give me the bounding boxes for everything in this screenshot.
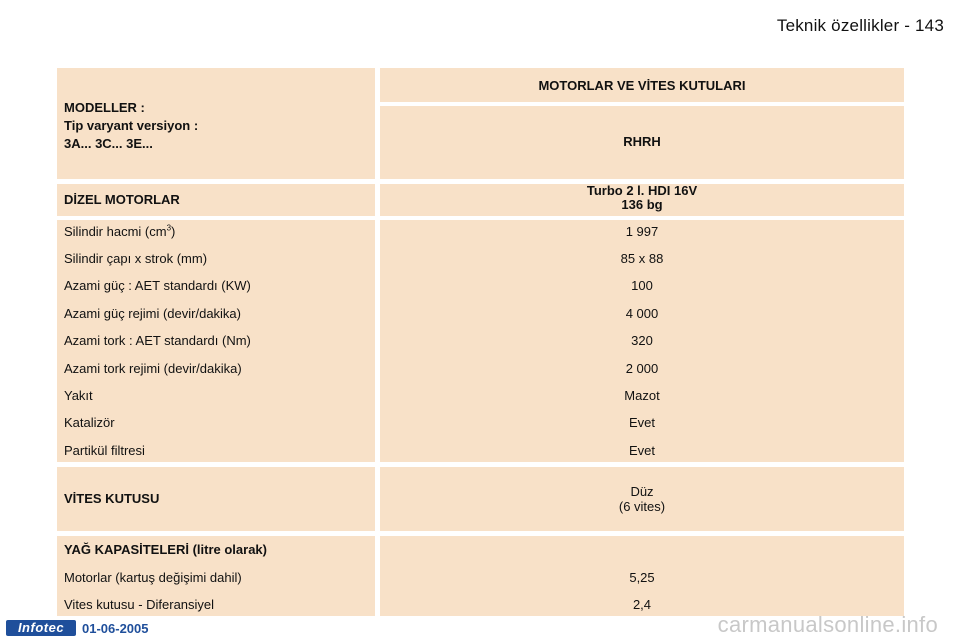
spec-label-particle-filter: Partikül filtresi xyxy=(64,443,145,458)
gearbox-row xyxy=(57,467,904,531)
specs-label-cell xyxy=(57,220,375,462)
footer xyxy=(6,619,149,637)
spec-value-max-power-rpm: 4 000 xyxy=(625,306,659,321)
watermark: carmanualsonline.info xyxy=(717,612,938,637)
spec-value-max-torque-rpm: 2 000 xyxy=(625,361,659,376)
gearbox-value-cell xyxy=(380,467,904,531)
spec-label-catalyst: Katalizör xyxy=(64,415,115,430)
engine-name-line1: Turbo 2 l. HDI 16V xyxy=(586,183,698,198)
specs-block xyxy=(57,220,904,462)
gearbox-value-line1: Düz xyxy=(630,484,654,499)
spec-value-particle-filter: Evet xyxy=(628,443,655,458)
variant-code: RHRH xyxy=(623,134,661,149)
infotec-logo: Infotec xyxy=(6,620,76,636)
spec-value-bore-stroke: 85 x 88 xyxy=(620,251,664,266)
gearbox-label: VİTES KUTUSU xyxy=(64,491,160,506)
oil-value-gearbox-differential: 2,4 xyxy=(632,597,652,612)
spec-label-max-power: Azami güç : AET standardı (KW) xyxy=(64,278,251,293)
diesel-row xyxy=(57,184,904,216)
spec-label-max-power-rpm: Azami güç rejimi (devir/dakika) xyxy=(64,306,241,321)
spec-value-max-power: 100 xyxy=(631,278,653,293)
specs-value-cell xyxy=(380,220,904,462)
spec-value-displacement: 1 997 xyxy=(625,224,659,239)
spec-label-fuel: Yakıt xyxy=(64,388,93,403)
oil-capacities-title: YAĞ KAPASİTELERİ (litre olarak) xyxy=(64,542,267,557)
spec-label-max-torque: Azami tork : AET standardı (Nm) xyxy=(64,333,251,348)
page-header: Teknik özellikler - 143 xyxy=(776,16,944,35)
gearbox-value-line2: (6 vites) xyxy=(618,499,666,514)
engines-gearbox-header: MOTORLAR VE VİTES KUTULARI xyxy=(538,78,746,93)
oil-value-cell xyxy=(380,536,904,616)
spec-value-catalyst: Evet xyxy=(628,415,655,430)
engine-name-cell xyxy=(380,184,904,216)
variant-label-line: Tip varyant versiyon : xyxy=(64,118,199,133)
models-label-line: MODELLER : xyxy=(64,100,145,115)
engine-name-line2: 136 bg xyxy=(621,197,663,212)
spec-label-superscript: 3 xyxy=(166,223,172,233)
spec-label-bore-stroke: Silindir çapı x strok (mm) xyxy=(64,251,208,266)
spec-value-fuel: Mazot xyxy=(624,388,660,403)
spec-value-max-torque: 320 xyxy=(631,333,653,348)
type-codes-line: 3A... 3C... 3E... xyxy=(64,136,153,151)
models-label-cell xyxy=(57,68,375,179)
spec-label-displacement xyxy=(64,224,375,240)
variant-code-cell xyxy=(380,106,904,179)
models-row xyxy=(57,68,904,179)
spec-label-max-torque-rpm: Azami tork rejimi (devir/dakika) xyxy=(64,361,242,376)
oil-label-cell xyxy=(57,536,375,616)
oil-label-engine: Motorlar (kartuş değişimi dahil) xyxy=(64,570,242,585)
engines-gearbox-header-cell xyxy=(380,68,904,102)
spec-label-suffix: ) xyxy=(171,224,176,239)
footer-date: 01-06-2005 xyxy=(82,620,149,636)
spec-label-text: Silindir hacmi (cm xyxy=(64,224,167,239)
diesel-label-cell xyxy=(57,184,375,216)
oil-value-engine: 5,25 xyxy=(629,570,655,585)
gearbox-label-cell xyxy=(57,467,375,531)
oil-capacities-block xyxy=(57,536,904,616)
oil-label-gearbox-differential: Vites kutusu - Diferansiyel xyxy=(64,597,215,612)
diesel-label: DİZEL MOTORLAR xyxy=(64,192,180,207)
